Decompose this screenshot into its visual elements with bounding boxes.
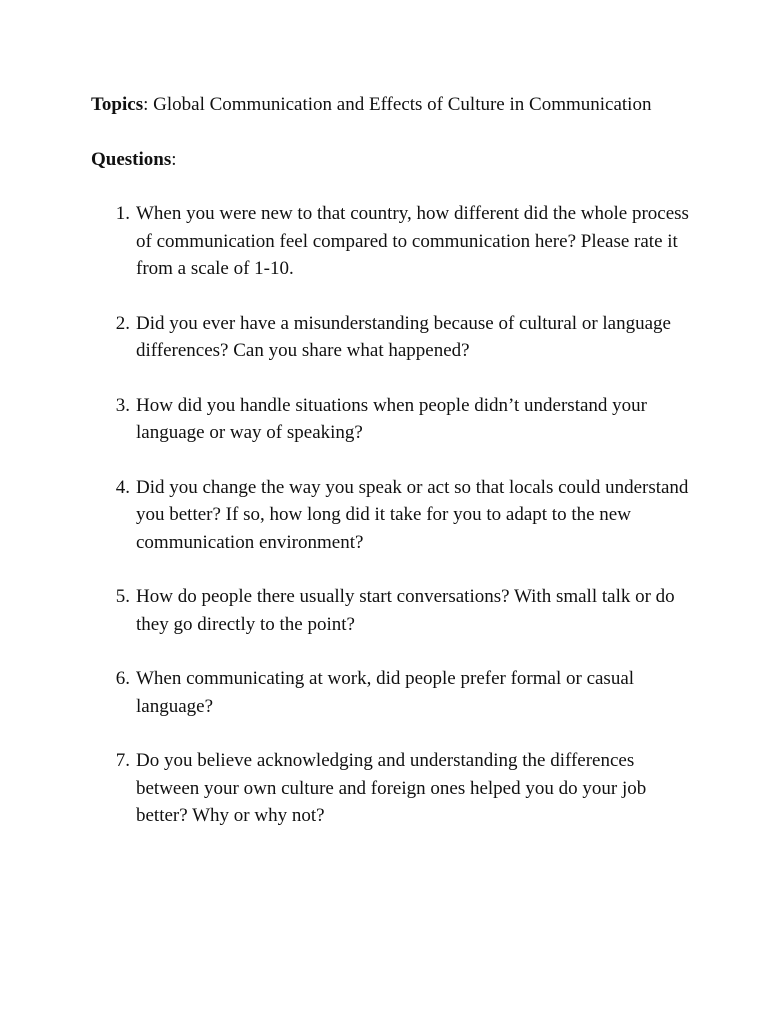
question-item <box>91 200 691 283</box>
question-item <box>91 310 691 365</box>
question-text: Did you ever have a misunderstanding because of cultural or language differences? Can you share what happened? <box>136 312 671 361</box>
question-text: Did you change the way you speak or act so that locals could understand you better? If so, how long did it take for you to adapt to the new communication environment? <box>136 476 689 553</box>
question-text: When communicating at work, did people prefer formal or casual language? <box>136 668 635 717</box>
question-list <box>91 200 691 830</box>
question-item <box>91 583 691 638</box>
question-item <box>91 392 691 447</box>
question-item <box>91 747 691 830</box>
question-number: 7. <box>115 750 130 771</box>
document-content <box>91 91 691 857</box>
questions-label: Questions <box>91 148 172 170</box>
question-number: 5. <box>115 586 130 607</box>
question-item <box>91 665 691 720</box>
topics-label: Topics <box>91 94 144 115</box>
question-text: How did you handle situations when people didn’t understand your language or way of speaking? <box>136 394 647 443</box>
question-text: Do you believe acknowledging and understanding the differences between your own culture and foreign ones helped you do your job better? Why or why not? <box>136 750 647 826</box>
topics-separator: : <box>143 94 154 115</box>
question-number: 1. <box>115 203 130 224</box>
topics-line <box>91 91 691 119</box>
question-number: 2. <box>115 312 130 334</box>
question-text: How do people there usually start conversations? With small talk or do they go directly to the point? <box>136 586 675 635</box>
question-number: 6. <box>115 668 130 689</box>
topics-text: Global Communication and Effects of Culture in Communication <box>153 94 652 115</box>
questions-heading <box>91 146 691 174</box>
questions-separator: : <box>171 148 177 170</box>
question-text: When you were new to that country, how different did the whole process of communication feel compared to communication here? Please rate it from a scale of 1-10. <box>136 203 689 279</box>
question-number: 3. <box>115 394 130 416</box>
question-number: 4. <box>115 476 130 498</box>
question-item <box>91 474 691 557</box>
